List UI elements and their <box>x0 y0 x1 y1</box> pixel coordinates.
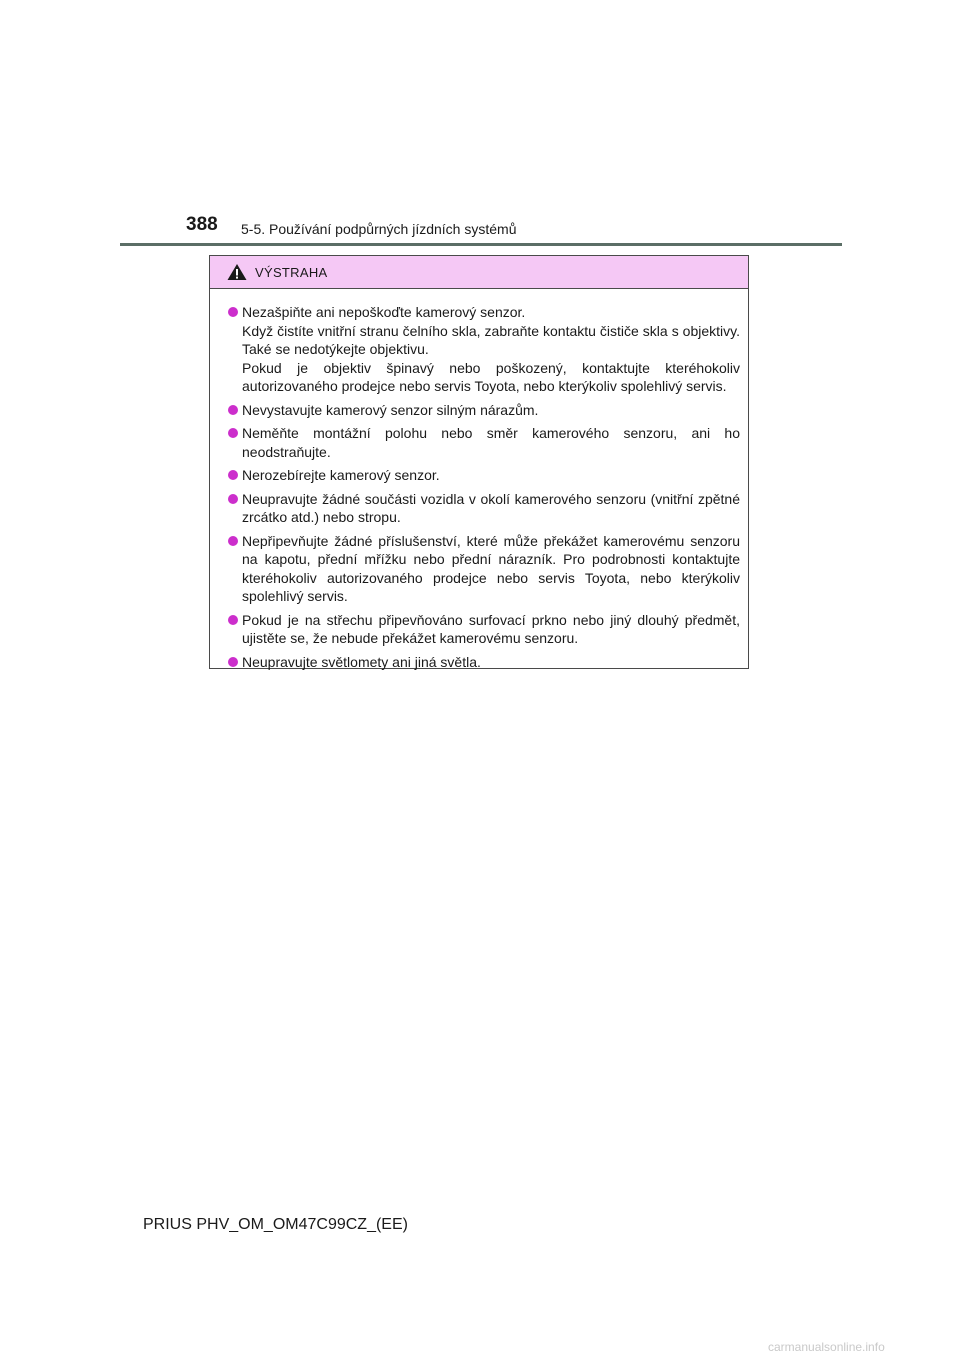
bullet-icon <box>228 494 238 504</box>
warning-item-text: Neupravujte žádné součásti vozidla v okolí kamerového senzoru (vnitřní zpětné zrcátko atd.) nebo stropu. <box>242 490 740 525</box>
warning-item-text: Nepřipevňujte žádné příslušenství, které může překážet kamerovému senzoru na kapotu, přední mřížku nebo přední nárazník. Pro podrobnosti kontaktujte kteréhokoliv autorizovaného prodejce nebo servis Toyota, nebo kterýkoliv spolehlivý servis. <box>242 532 740 604</box>
bullet-icon <box>228 536 238 546</box>
warning-item <box>228 424 740 461</box>
bullet-icon <box>228 307 238 317</box>
warning-box <box>209 255 749 669</box>
section-title: 5-5. Používání podpůrných jízdních systémů <box>241 221 517 237</box>
warning-item <box>228 532 740 606</box>
warning-item-text: Pokud je na střechu připevňováno surfovací prkno nebo jiný dlouhý předmět, ujistěte se, že nebude překážet kamerovému senzoru. <box>242 611 740 646</box>
warning-title: VÝSTRAHA <box>255 265 328 280</box>
bullet-icon <box>228 405 238 415</box>
warning-item <box>228 401 740 420</box>
warning-item <box>228 653 740 672</box>
warning-item <box>228 466 740 485</box>
warning-triangle-icon <box>227 263 247 281</box>
warning-item-text: Neupravujte světlomety ani jiná světla. <box>242 653 481 670</box>
warning-item <box>228 490 740 527</box>
bullet-icon <box>228 470 238 480</box>
warning-item-text: Pokud je objektiv špinavý nebo poškozený, kontaktujte kteréhokoliv autorizovaného prodejce nebo servis Toyota, nebo kterýkoliv spolehlivý servis. <box>242 359 740 394</box>
warning-item-text: Nevystavujte kamerový senzor silným nárazům. <box>242 401 539 418</box>
warning-item <box>228 303 740 396</box>
page-number: 388 <box>186 214 218 235</box>
header-rule <box>120 243 842 246</box>
bullet-icon <box>228 657 238 667</box>
page-header <box>0 0 960 260</box>
warning-item-text: Nerozebírejte kamerový senzor. <box>242 467 440 483</box>
warning-item-text: Nezašpiňte ani nepoškoďte kamerový senzor. <box>242 304 526 320</box>
watermark[interactable]: carmanualsonline.info <box>768 1340 885 1354</box>
warning-list <box>210 289 748 671</box>
bullet-icon <box>228 428 238 438</box>
warning-item <box>228 611 740 648</box>
document-code: PRIUS PHV_OM_OM47C99CZ_(EE) <box>143 1216 408 1233</box>
warning-item-text: Když čistíte vnitřní stranu čelního skla, zabraňte kontaktu čističe skla s objektivy. Také se nedotýkejte objektivu. <box>242 322 740 357</box>
warning-item-text: Neměňte montážní polohu nebo směr kamerového senzoru, ani ho neodstraňujte. <box>242 425 740 460</box>
bullet-icon <box>228 615 238 625</box>
warning-header <box>210 256 748 289</box>
